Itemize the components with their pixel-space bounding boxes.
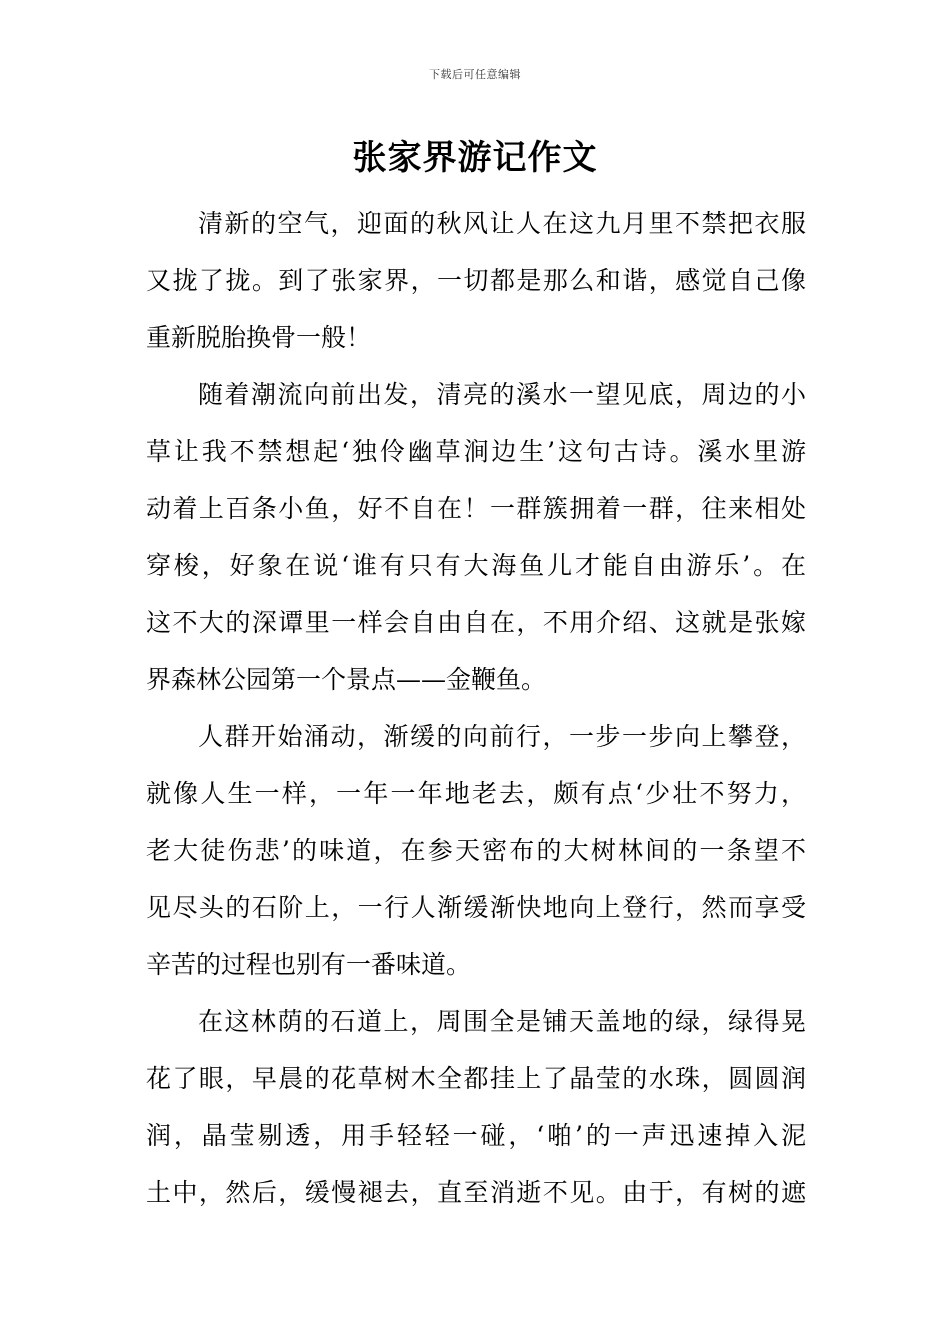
text-line: 草让我不禁想起‘独伶幽草涧边生’这句古诗。溪水里游 (146, 437, 806, 466)
text-line: 又拢了拢。到了张家界，一切都是那么和谐，感觉自己像 (146, 266, 806, 295)
text-line: 润，晶莹剔透，用手轻轻一碰，‘啪’的一声迅速掉入泥 (146, 1121, 806, 1150)
text-line: 就像人生一样，一年一年地老去，颇有点‘少壮不努力， (146, 779, 806, 808)
page-title: 张家界游记作文 (352, 138, 598, 178)
text-line: 人群开始涌动，渐缓的向前行，一步一步向上攀登， (198, 722, 806, 751)
text-line: 界森林公园第一个景点——金鞭鱼。 (146, 665, 547, 694)
text-line: 花了眼，早晨的花草树木全都挂上了晶莹的水珠，圆圆润 (146, 1064, 806, 1093)
text-line: 重新脱胎换骨一般！ (146, 323, 372, 352)
text-line: 清新的空气，迎面的秋风让人在这九月里不禁把衣服 (198, 209, 806, 238)
text-line: 这不大的深谭里一样会自由自在，不用介绍、这就是张嫁 (146, 608, 806, 637)
text-line: 见尽头的石阶上，一行人渐缓渐快地向上登行，然而享受 (146, 893, 806, 922)
paragraph (146, 993, 806, 1221)
document-body (146, 195, 806, 1221)
text-line: 随着潮流向前出发，清亮的溪水一望见底，周边的小 (198, 380, 806, 409)
header-note: 下载后可任意编辑 (429, 68, 521, 81)
text-line: 在这林荫的石道上，周围全是铺天盖地的绿，绿得晃 (198, 1007, 806, 1036)
text-line: 辛苦的过程也别有一番味道。 (146, 950, 472, 979)
paragraph (146, 708, 806, 993)
paragraph (146, 195, 806, 366)
paragraph (146, 366, 806, 708)
text-line: 动着上百条小鱼，好不自在！一群簇拥着一群，往来相处 (146, 494, 806, 523)
text-line: 土中，然后，缓慢褪去，直至消逝不见。由于，有树的遮 (146, 1178, 806, 1207)
text-line: 老大徒伤悲’的味道，在参天密布的大树林间的一条望不 (146, 836, 806, 865)
text-line: 穿梭，好象在说‘谁有只有大海鱼儿才能自由游乐’。在 (146, 551, 806, 580)
